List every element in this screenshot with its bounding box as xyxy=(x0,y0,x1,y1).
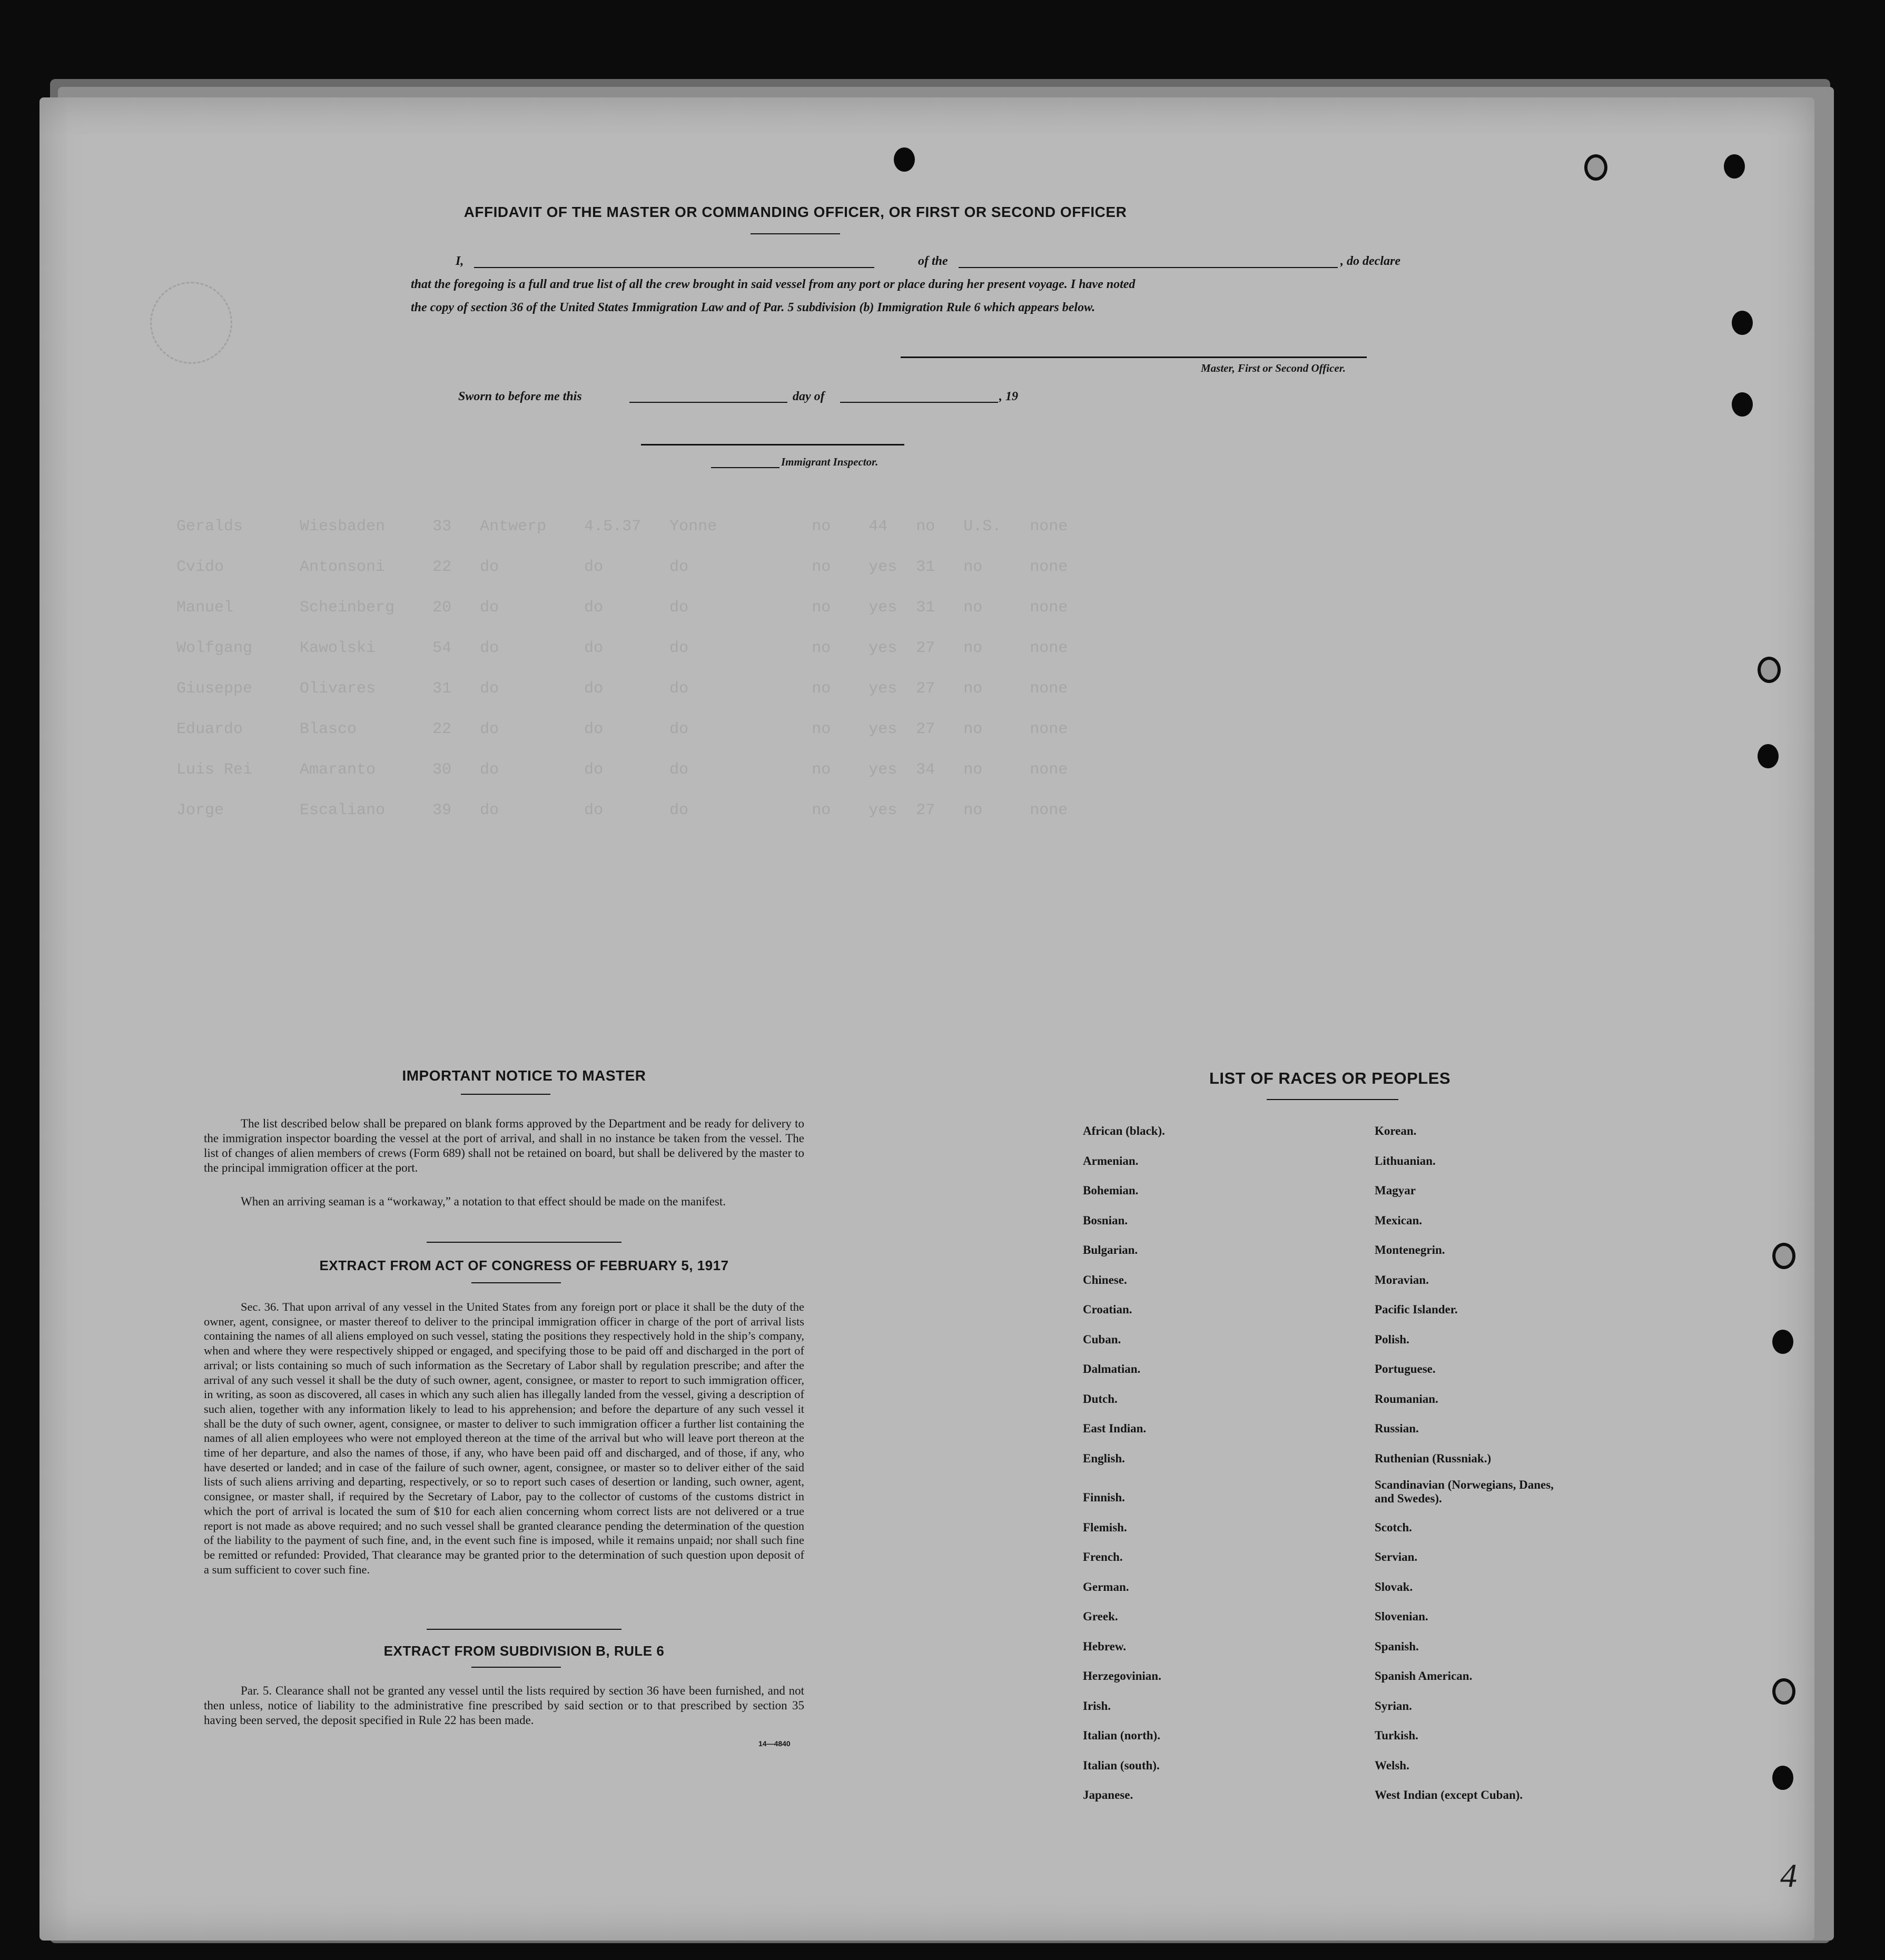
master-signature-label: Master, First or Second Officer. xyxy=(1201,362,1346,374)
race-item: Magyar xyxy=(1375,1184,1416,1197)
race-item: Flemish. xyxy=(1083,1520,1127,1534)
sworn-day-blank xyxy=(629,402,787,403)
race-item: French. xyxy=(1083,1550,1123,1563)
master-signature-line xyxy=(901,357,1367,358)
race-item: Moravian. xyxy=(1375,1273,1429,1286)
sworn-month-blank xyxy=(840,402,998,403)
punch-hole xyxy=(1772,1243,1795,1269)
race-item: Scandinavian (Norwegians, Danes, and Swedes). xyxy=(1375,1478,1554,1505)
vessel-name-blank xyxy=(959,267,1338,268)
race-item: Finnish. xyxy=(1083,1491,1125,1504)
affidavit-title: AFFIDAVIT OF THE MASTER OR COMMANDING OFFICER, OR FIRST OR SECOND OFFICER xyxy=(463,204,1127,220)
race-item: Armenian. xyxy=(1083,1154,1139,1167)
notice-title-rule xyxy=(461,1094,550,1095)
race-item: West Indian (except Cuban). xyxy=(1375,1788,1523,1801)
race-item: Bulgarian. xyxy=(1083,1243,1138,1256)
race-item: Italian (south). xyxy=(1083,1758,1160,1772)
race-item: Mexican. xyxy=(1375,1213,1423,1227)
race-item: Italian (north). xyxy=(1083,1729,1160,1742)
race-item: Hebrew. xyxy=(1083,1639,1126,1653)
race-item: Lithuanian. xyxy=(1375,1154,1436,1167)
form-number: 14—4840 xyxy=(758,1739,791,1748)
punch-hole xyxy=(1584,154,1607,181)
sworn-day-of-label: day of xyxy=(793,390,825,403)
inspector-signature-line xyxy=(641,444,904,446)
race-item: Polish. xyxy=(1375,1332,1409,1346)
act-extract-rule xyxy=(471,1282,561,1283)
faded-stamp xyxy=(150,282,232,364)
race-item: Cuban. xyxy=(1083,1332,1121,1346)
race-item: Syrian. xyxy=(1375,1699,1412,1712)
punch-hole xyxy=(1724,154,1745,179)
race-item: Roumanian. xyxy=(1375,1392,1438,1405)
affidavit-title-rule xyxy=(751,233,840,234)
race-item: Servian. xyxy=(1375,1550,1418,1563)
bleed-through-text: Geralds Wiesbaden 33 Antwerp 4.5.37 Yonne no 44 no U.S. none Cvido Antonsoni 22 do do do no yes 31 no none Manuel Scheinberg 20 do do do no yes 31 no none Wolfgang Kawolski 54 do do do no yes 27 no none Giuseppe Olivares 31 do do do no yes 27 no none Eduardo Blasco 22 do do do no yes 27 no none Luis Rei Amaranto 30 do do do no yes 34 no none Jorge Escaliano 39 do do do no yes 27 no none xyxy=(176,518,1068,819)
punch-hole xyxy=(1758,744,1779,768)
race-item: Spanish. xyxy=(1375,1639,1419,1653)
inspector-label: Immigrant Inspector. xyxy=(781,456,879,468)
race-item: English. xyxy=(1083,1451,1125,1465)
race-item: Croatian. xyxy=(1083,1303,1132,1316)
race-item: Greek. xyxy=(1083,1610,1118,1623)
punch-hole xyxy=(1772,1678,1795,1705)
race-item: Japanese. xyxy=(1083,1788,1133,1801)
punch-hole xyxy=(1772,1766,1793,1790)
race-item: Montenegrin. xyxy=(1375,1243,1445,1256)
name-blank xyxy=(474,267,874,268)
race-item: Korean. xyxy=(1375,1124,1417,1137)
sworn-label: Sworn to before me this xyxy=(458,390,582,403)
race-item: German. xyxy=(1083,1580,1129,1593)
race-item: Turkish. xyxy=(1375,1729,1418,1742)
punch-hole xyxy=(1772,1330,1793,1354)
rule-extract-title: EXTRACT FROM SUBDIVISION B, RULE 6 xyxy=(383,1643,665,1659)
punch-hole xyxy=(1732,392,1753,417)
punch-hole xyxy=(1758,657,1781,683)
race-item: Herzegovinian. xyxy=(1083,1669,1161,1682)
notice-title: IMPORTANT NOTICE TO MASTER xyxy=(402,1067,646,1084)
race-item: Scotch. xyxy=(1375,1520,1412,1534)
race-item: African (black). xyxy=(1083,1124,1165,1137)
race-item: Irish. xyxy=(1083,1699,1111,1712)
races-title-rule xyxy=(1267,1099,1398,1100)
notice-paragraph-1: The list described below shall be prepared on blank forms approved by the Department and be ready for delivery to the immigration inspector boarding the vessel at the port of arrival, and shall in no instance be taken from the vessel. The list of changes of alien members of crews (Form 689) shall not be retained on board, but shall be delivered by the master to the principal immigration officer at the port. xyxy=(204,1117,804,1174)
act-extract-title: EXTRACT FROM ACT OF CONGRESS OF FEBRUARY 5, 1917 xyxy=(319,1258,729,1273)
affidavit-declare-label: , do declare xyxy=(1340,254,1400,268)
race-item: Russian. xyxy=(1375,1422,1419,1435)
race-item: Bosnian. xyxy=(1083,1213,1128,1227)
race-item: East Indian. xyxy=(1083,1422,1147,1435)
race-item: Chinese. xyxy=(1083,1273,1127,1286)
race-item: Dutch. xyxy=(1083,1392,1118,1405)
notice-paragraph-2: When an arriving seaman is a “workaway,” a notation to that effect should be made on the manifest. xyxy=(241,1195,726,1208)
affidavit-statement-line1: that the foregoing is a full and true list of all the crew brought in said vessel from any port or place during her present voyage. I have noted xyxy=(411,278,1136,291)
section-36-text: Sec. 36. That upon arrival of any vessel in the United States from any foreign port or place it shall be the duty of the owner, agent, consignee, or master thereof to deliver to the principal immigration officer in charge of the port of arrival lists containing the names of all aliens employed on such vessel, stating the positions they respectively hold in the ship’s company, when and where they were respectively shipped or engaged, and specifying those to be paid off and discharged in the port of arrival; or lists containing so much of such information as the Secretary of Labor shall by regulation prescribe; and after the arrival of any such vessel it shall be the duty of such owner, agent, consignee, or master to report to such immigration officer, in writing, as soon as discovered, all cases in which any such alien has illegally landed from the vessel, giving a description of such alien, together with any information likely to lead to his apprehension; and before the departure of any such vessel it shall be the duty of such owner, agent, consignee, or master to deliver to such immigration officer a further list containing the names of all alien employees who were not employed thereon at the time of the arrival but who will leave port thereon at the time of her departure, and also the names of those, if any, who have been paid off and discharged, and of those, if any, who have deserted or landed; and in case of the failure of such owner, agent, consignee, or master so to deliver either of the said lists of such aliens arriving and departing, respectively, or so to report such cases of desertion or landing, such owner, agent, consignee, or master shall, if required by the Secretary of Labor, pay to the collector of customs of the customs district in which the port of arrival is located the sum of $10 for each alien concerning whom correct lists are not delivered or a true report is not made as above required; and no such vessel shall be granted clearance pending the determination of the question of the liability to the payment of such fine, and, in the event such fine is imposed, while it remains unpaid; nor shall such fine be remitted or refunded: Provided, That clearance may be granted prior to the determination of such question upon deposit of a sum sufficient to cover such fine. xyxy=(204,1300,804,1576)
race-item: Ruthenian (Russniak.) xyxy=(1375,1451,1492,1465)
affidavit-statement-line2: the copy of section 36 of the United States Immigration Law and of Par. 5 subdivision (b) Immigration Rule 6 which appears below. xyxy=(411,301,1096,314)
inspector-blank xyxy=(711,467,779,468)
races-title: LIST OF RACES OR PEOPLES xyxy=(1209,1069,1451,1087)
manifest-page xyxy=(40,97,1814,1941)
punch-hole xyxy=(894,147,915,172)
race-item: Slovenian. xyxy=(1375,1610,1428,1623)
affidavit-of-the-label: of the xyxy=(918,254,948,268)
sworn-year-label: , 19 xyxy=(999,390,1018,403)
punch-hole xyxy=(1732,311,1753,335)
race-item: Bohemian. xyxy=(1083,1184,1139,1197)
race-item: Spanish American. xyxy=(1375,1669,1473,1682)
notice-divider xyxy=(427,1242,621,1243)
race-item: Welsh. xyxy=(1375,1758,1409,1772)
race-item: Slovak. xyxy=(1375,1580,1413,1593)
rule-6-text: Par. 5. Clearance shall not be granted any vessel until the lists required by section 36 have been furnished, and not then unless, notice of liability to the administrative fine prescribed by said section or to that prescribed by section 35 having been served, the deposit specified in Rule 22 has been made. xyxy=(204,1684,804,1727)
rule-extract-rule xyxy=(471,1667,561,1668)
handwritten-page-mark: 4 xyxy=(1780,1857,1797,1894)
race-item: Dalmatian. xyxy=(1083,1362,1141,1375)
act-extract-divider xyxy=(427,1629,621,1630)
race-item: Portuguese. xyxy=(1375,1362,1436,1375)
affidavit-i-label: I, xyxy=(456,254,464,268)
race-item: Pacific Islander. xyxy=(1375,1303,1458,1316)
